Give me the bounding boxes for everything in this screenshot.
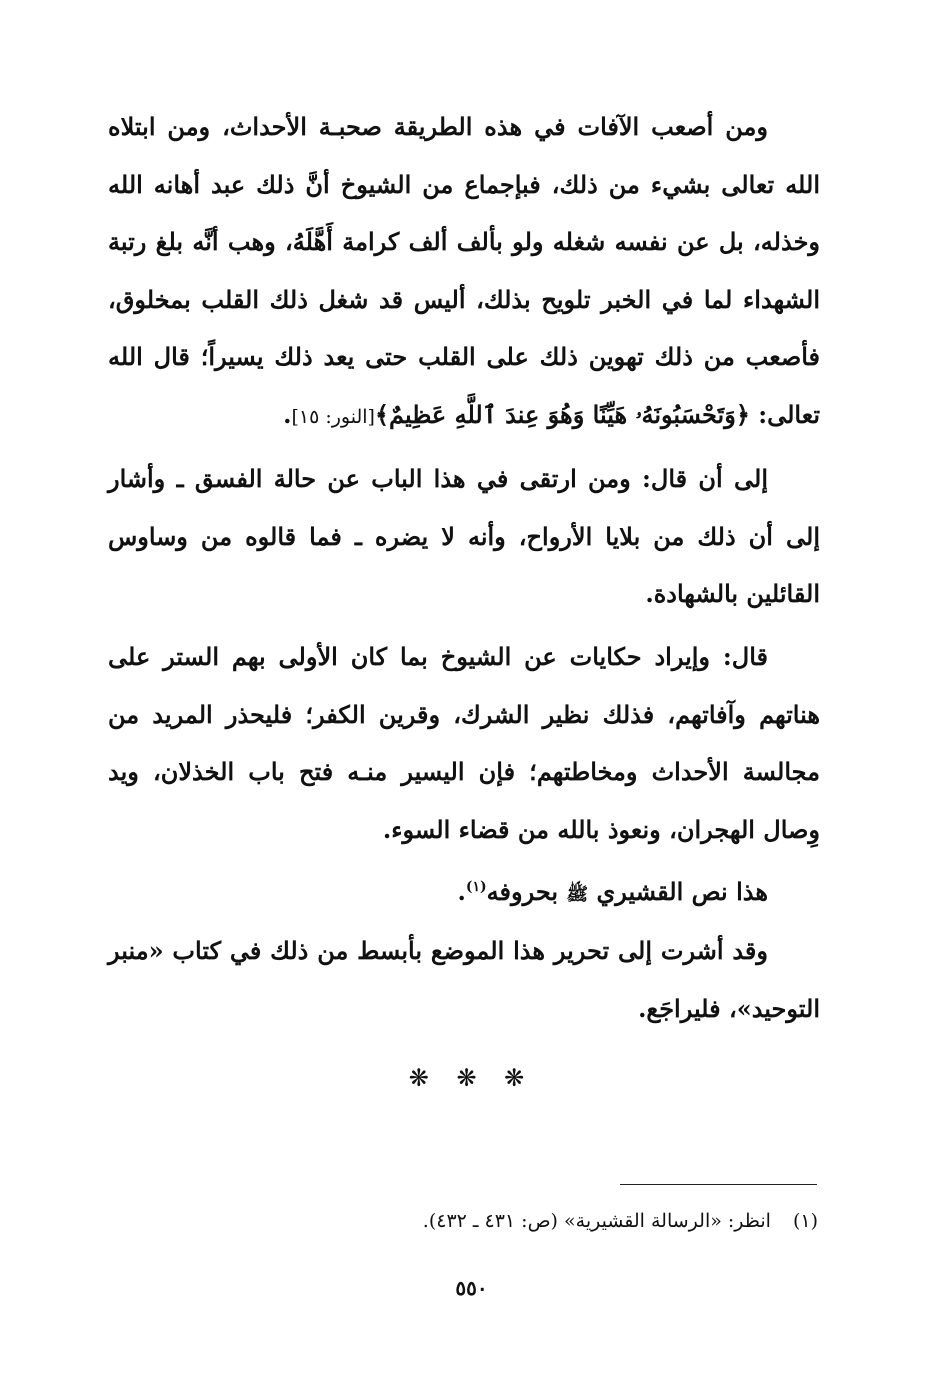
paragraph-3: قال: وإيراد حكايات عن الشيوخ بما كان الأولى بهم الستر على هناتهم وآفاتهم، فذلك نظير الشرك، وقرين الكفر؛ فليحذر المريد من مجالسة الأحداث ومخاطتهم؛ فإن اليسير منـه فتح باب الخذلان، ويد وِصال الهجران، ونعوذ بالله من قضاء السوء. <box>108 642 820 844</box>
verse-reference: [النور: ١٥] <box>291 405 375 428</box>
paragraph-4-after: بحروفه <box>486 877 567 906</box>
paragraph-4 <box>108 863 820 924</box>
honorific-symbol: ﷺ <box>566 884 589 905</box>
footnote-rule <box>620 1184 817 1185</box>
paragraph-4-text: هذا نص القشيري <box>588 877 768 906</box>
footnote-text: انظر: «الرسالة القشيرية» (ص: ٤٣١ ـ ٤٣٢). <box>422 1210 771 1232</box>
paragraph-5: وقد أشرت إلى تحرير هذا الموضع بأبسط من ذلك في كتاب «منبر التوحيد»، فليراجَع. <box>108 936 820 1023</box>
page-number: ٥٥٠ <box>455 1276 488 1300</box>
footnote-number: (١) <box>792 1210 818 1232</box>
quran-verse: ﴿وَتَحْسَبُونَهُۥ هَيِّنًا وَهُوَ عِندَ ٱللَّهِ عَظِيمٌ﴾ <box>374 399 750 429</box>
paragraph-2: إلى أن قال: ومن ارتقى في هذا الباب عن حالة الفسق ـ وأشار إلى أن ذلك من بلايا الأرواح، وأنه لا يضره ـ فما قالوه من وساوس القائلين بالشهادة. <box>108 464 820 608</box>
paragraph-1-end: . <box>283 399 292 429</box>
section-separator-stars: ❋ ❋ ❋ <box>408 1064 535 1092</box>
paragraph-1 <box>108 98 820 446</box>
footnote-marker: (١) <box>465 879 487 895</box>
paragraph-4-end: . <box>457 877 466 906</box>
footnote <box>300 1203 818 1239</box>
paragraph-1-text: ومن أصعب الآفات في هذه الطريقة صحبـة الأحداث، ومن ابتلاه الله تعالى بشيء من ذلك، فبإجماع من الشيوخ أنَّ ذلك عبد أهانه الله وخذله، بل عن نفسه شغله ولو بألف ألف كرامة أَهَّلَهُ، وهب أنَّه بلغ رتبة الشهداء لما في الخبر تلويح بذلك، أليس قد شغل ذلك القلب بمخلوق، فأصعب من ذلك تهوين ذلك على القلب حتى يعد ذلك يسيراً؛ قال الله تعالى: <box>108 112 820 429</box>
